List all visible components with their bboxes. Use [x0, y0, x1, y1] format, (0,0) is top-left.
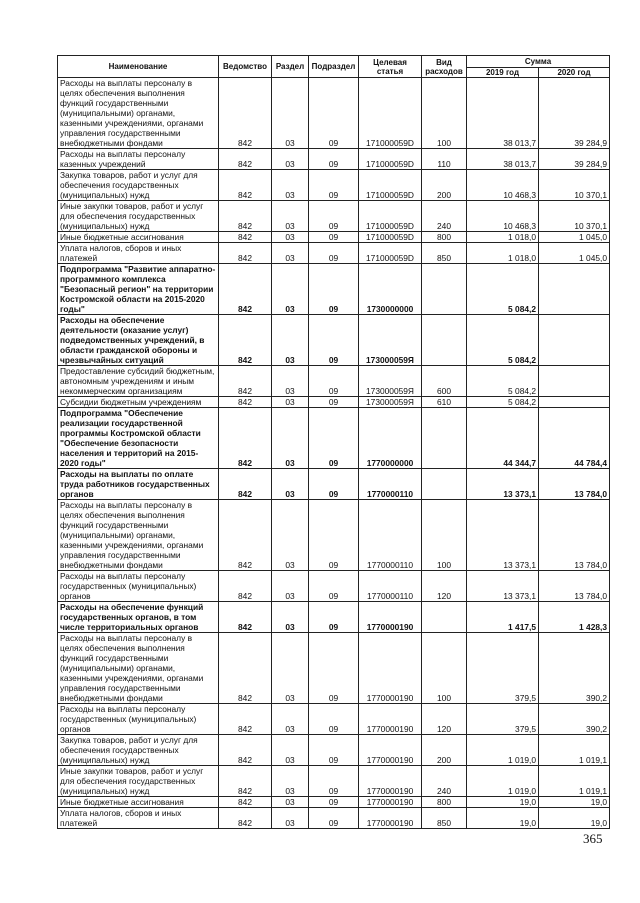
table-row: [58, 602, 610, 633]
cell-subsection: 09: [309, 808, 359, 829]
cell-subsection: 09: [309, 469, 359, 500]
page-number: 365: [583, 831, 603, 846]
cell-type: 600: [422, 366, 467, 397]
cell-section: 03: [272, 704, 309, 735]
table-row: [58, 232, 610, 243]
cell-y2019: 10 468,3: [467, 201, 539, 232]
cell-y2019: 5 084,2: [467, 397, 539, 408]
cell-type: 200: [422, 170, 467, 201]
cell-section: 03: [272, 170, 309, 201]
cell-dept: 842: [219, 766, 272, 797]
cell-article: 1770000110: [359, 571, 422, 602]
cell-section: 03: [272, 315, 309, 366]
cell-article: 171000059D: [359, 78, 422, 149]
cell-name: Уплата налогов, сборов и иных платежей: [58, 808, 219, 829]
cell-name: Иные закупки товаров, работ и услуг для обеспечения государственных (муниципальных) нужд: [58, 201, 219, 232]
cell-subsection: 09: [309, 149, 359, 170]
cell-y2019: 5 084,2: [467, 264, 539, 315]
cell-subsection: 09: [309, 633, 359, 704]
cell-section: 03: [272, 201, 309, 232]
cell-dept: 842: [219, 366, 272, 397]
cell-subsection: 09: [309, 397, 359, 408]
cell-y2020: 1 428,3: [539, 602, 610, 633]
cell-type: 240: [422, 766, 467, 797]
cell-dept: 842: [219, 571, 272, 602]
table-row: [58, 797, 610, 808]
cell-type: 200: [422, 735, 467, 766]
cell-type: 850: [422, 808, 467, 829]
cell-name: Расходы на выплаты персоналу государственных (муниципальных) органов: [58, 704, 219, 735]
cell-y2019: 44 344,7: [467, 408, 539, 469]
cell-article: 171000059D: [359, 170, 422, 201]
table-row: [58, 264, 610, 315]
cell-section: 03: [272, 500, 309, 571]
cell-dept: 842: [219, 633, 272, 704]
cell-type: 100: [422, 500, 467, 571]
cell-name: Расходы на выплаты по оплате труда работников государственных органов: [58, 469, 219, 500]
cell-y2020: [539, 264, 610, 315]
cell-article: 1770000110: [359, 500, 422, 571]
cell-subsection: 09: [309, 571, 359, 602]
table-row: [58, 201, 610, 232]
cell-y2020: 39 284,9: [539, 149, 610, 170]
cell-subsection: 09: [309, 408, 359, 469]
table-row: [58, 149, 610, 170]
header-section: Раздел: [272, 56, 309, 78]
table-row: [58, 469, 610, 500]
cell-article: 1730000000: [359, 264, 422, 315]
cell-name: Подпрограмма "Обеспечение реализации государственной программы Костромской области "Обеспечение безопасности населения и территорий на 2015-2020 годы": [58, 408, 219, 469]
cell-dept: 842: [219, 201, 272, 232]
cell-section: 03: [272, 149, 309, 170]
cell-y2019: 1 417,5: [467, 602, 539, 633]
cell-y2020: 1 045,0: [539, 243, 610, 264]
cell-subsection: 09: [309, 704, 359, 735]
cell-article: 1770000190: [359, 735, 422, 766]
cell-y2019: 19,0: [467, 808, 539, 829]
cell-article: 171000059D: [359, 201, 422, 232]
cell-dept: 842: [219, 264, 272, 315]
cell-type: 120: [422, 704, 467, 735]
cell-subsection: 09: [309, 500, 359, 571]
cell-subsection: 09: [309, 366, 359, 397]
cell-section: 03: [272, 397, 309, 408]
table-row: [58, 78, 610, 149]
cell-name: Иные бюджетные ассигнования: [58, 797, 219, 808]
cell-dept: 842: [219, 735, 272, 766]
cell-subsection: 09: [309, 602, 359, 633]
cell-section: 03: [272, 571, 309, 602]
table-row: [58, 243, 610, 264]
cell-dept: 842: [219, 704, 272, 735]
cell-y2020: [539, 397, 610, 408]
cell-name: Расходы на выплаты персоналу в целях обеспечения выполнения функций государственными (муниципальными) органами, казенными учреждениями, органами управления государственными внебюджетными фондами: [58, 500, 219, 571]
cell-y2020: 1 019,1: [539, 766, 610, 797]
cell-subsection: 09: [309, 766, 359, 797]
header-expense-type: Вид расходов: [422, 56, 467, 78]
cell-name: Расходы на выплаты персоналу казенных учреждений: [58, 149, 219, 170]
cell-y2019: 5 084,2: [467, 315, 539, 366]
cell-article: 1770000190: [359, 797, 422, 808]
header-department: Ведомство: [219, 56, 272, 78]
cell-section: 03: [272, 735, 309, 766]
cell-dept: 842: [219, 602, 272, 633]
cell-type: 120: [422, 571, 467, 602]
cell-section: 03: [272, 232, 309, 243]
table-row: [58, 808, 610, 829]
cell-y2019: 1 019,0: [467, 766, 539, 797]
cell-y2019: 13 373,1: [467, 469, 539, 500]
cell-article: 171000059D: [359, 232, 422, 243]
cell-subsection: 09: [309, 232, 359, 243]
header-year-2020: 2020 год: [539, 68, 610, 78]
cell-type: 800: [422, 797, 467, 808]
cell-subsection: 09: [309, 264, 359, 315]
cell-y2019: 13 373,1: [467, 571, 539, 602]
cell-y2019: 13 373,1: [467, 500, 539, 571]
cell-article: 1770000190: [359, 766, 422, 797]
cell-type: [422, 602, 467, 633]
cell-section: 03: [272, 408, 309, 469]
cell-article: 1770000190: [359, 633, 422, 704]
cell-name: Расходы на выплаты персоналу в целях обеспечения выполнения функций государственными (муниципальными) органами, казенными учреждениями, органами управления государственными внебюджетными фондами: [58, 78, 219, 149]
cell-y2020: 13 784,0: [539, 571, 610, 602]
cell-name: Расходы на обеспечение функций государственных органов, в том числе территориальных органов: [58, 602, 219, 633]
cell-dept: 842: [219, 232, 272, 243]
cell-section: 03: [272, 766, 309, 797]
cell-section: 03: [272, 264, 309, 315]
table-row: [58, 366, 610, 397]
cell-dept: 842: [219, 78, 272, 149]
cell-name: Расходы на выплаты персоналу государственных (муниципальных) органов: [58, 571, 219, 602]
cell-subsection: 09: [309, 170, 359, 201]
cell-section: 03: [272, 78, 309, 149]
cell-name: Уплата налогов, сборов и иных платежей: [58, 243, 219, 264]
cell-type: 850: [422, 243, 467, 264]
cell-subsection: 09: [309, 797, 359, 808]
cell-section: 03: [272, 808, 309, 829]
cell-name: Расходы на выплаты персоналу в целях обеспечения выполнения функций государственными (муниципальными) органами, казенными учреждениями, органами управления государственными внебюджетными фондами: [58, 633, 219, 704]
cell-dept: 842: [219, 408, 272, 469]
table-row: [58, 315, 610, 366]
table-row: [58, 408, 610, 469]
cell-y2020: 10 370,1: [539, 201, 610, 232]
cell-y2019: 5 084,2: [467, 366, 539, 397]
cell-y2019: 38 013,7: [467, 149, 539, 170]
cell-section: 03: [272, 469, 309, 500]
cell-article: 173000059Я: [359, 315, 422, 366]
cell-section: 03: [272, 366, 309, 397]
cell-type: 800: [422, 232, 467, 243]
cell-name: Подпрограмма "Развитие аппаратно-программного комплекса "Безопасный регион" на территории Костромской области на 2015-2020 годы": [58, 264, 219, 315]
cell-type: [422, 315, 467, 366]
cell-y2020: 10 370,1: [539, 170, 610, 201]
cell-y2020: 39 284,9: [539, 78, 610, 149]
cell-section: 03: [272, 633, 309, 704]
cell-dept: 842: [219, 170, 272, 201]
cell-y2020: 13 784,0: [539, 500, 610, 571]
cell-subsection: 09: [309, 315, 359, 366]
cell-y2020: 19,0: [539, 808, 610, 829]
table-row: [58, 633, 610, 704]
header-year-2019: 2019 год: [467, 68, 539, 78]
header-subsection: Подраздел: [309, 56, 359, 78]
cell-subsection: 09: [309, 735, 359, 766]
cell-type: 110: [422, 149, 467, 170]
table-row: [58, 735, 610, 766]
cell-y2020: 390,2: [539, 704, 610, 735]
cell-article: 171000059D: [359, 149, 422, 170]
cell-article: 1770000190: [359, 808, 422, 829]
cell-subsection: 09: [309, 201, 359, 232]
cell-y2019: 19,0: [467, 797, 539, 808]
cell-y2019: 1 018,0: [467, 243, 539, 264]
cell-y2020: [539, 315, 610, 366]
cell-dept: 842: [219, 315, 272, 366]
cell-name: Закупка товаров, работ и услуг для обеспечения государственных (муниципальных) нужд: [58, 170, 219, 201]
cell-article: 1770000190: [359, 602, 422, 633]
cell-section: 03: [272, 602, 309, 633]
header-amount: Сумма: [467, 56, 610, 68]
table-body: [58, 78, 610, 829]
cell-article: 173000059Я: [359, 366, 422, 397]
cell-article: 1770000000: [359, 408, 422, 469]
cell-dept: 842: [219, 149, 272, 170]
cell-name: Иные бюджетные ассигнования: [58, 232, 219, 243]
cell-y2020: 13 784,0: [539, 469, 610, 500]
cell-y2019: 1 019,0: [467, 735, 539, 766]
cell-y2019: 379,5: [467, 704, 539, 735]
cell-name: Иные закупки товаров, работ и услуг для обеспечения государственных (муниципальных) нужд: [58, 766, 219, 797]
header-name: Наименование: [58, 56, 219, 78]
cell-name: Субсидии бюджетным учреждениям: [58, 397, 219, 408]
cell-type: 100: [422, 633, 467, 704]
table-row: [58, 170, 610, 201]
cell-type: 100: [422, 78, 467, 149]
cell-type: 610: [422, 397, 467, 408]
header-target-article: Целевая статья: [359, 56, 422, 78]
table-row: [58, 500, 610, 571]
table-row: [58, 571, 610, 602]
table-row: [58, 704, 610, 735]
table-header: [58, 56, 610, 78]
cell-y2020: 1 045,0: [539, 232, 610, 243]
cell-article: 173000059Я: [359, 397, 422, 408]
cell-type: [422, 408, 467, 469]
cell-y2020: 19,0: [539, 797, 610, 808]
cell-dept: 842: [219, 397, 272, 408]
cell-subsection: 09: [309, 243, 359, 264]
cell-dept: 842: [219, 469, 272, 500]
cell-y2019: 379,5: [467, 633, 539, 704]
cell-article: 1770000110: [359, 469, 422, 500]
cell-article: 1770000190: [359, 704, 422, 735]
cell-type: [422, 264, 467, 315]
cell-dept: 842: [219, 808, 272, 829]
cell-y2020: 1 019,1: [539, 735, 610, 766]
cell-section: 03: [272, 797, 309, 808]
cell-dept: 842: [219, 797, 272, 808]
cell-name: Расходы на обеспечение деятельности (оказание услуг) подведомственных учреждений, в области гражданской обороны и чрезвычайных ситуаций: [58, 315, 219, 366]
table-row: [58, 397, 610, 408]
cell-y2019: 10 468,3: [467, 170, 539, 201]
cell-section: 03: [272, 243, 309, 264]
table-row: [58, 766, 610, 797]
cell-article: 171000059D: [359, 243, 422, 264]
cell-dept: 842: [219, 243, 272, 264]
budget-table: [57, 55, 610, 829]
cell-name: Предоставление субсидий бюджетным, автономным учреждениям и иным некоммерческим организациям: [58, 366, 219, 397]
cell-y2019: 38 013,7: [467, 78, 539, 149]
cell-dept: 842: [219, 500, 272, 571]
cell-subsection: 09: [309, 78, 359, 149]
cell-y2020: 390,2: [539, 633, 610, 704]
cell-name: Закупка товаров, работ и услуг для обеспечения государственных (муниципальных) нужд: [58, 735, 219, 766]
cell-type: 240: [422, 201, 467, 232]
cell-y2019: 1 018,0: [467, 232, 539, 243]
cell-y2020: [539, 366, 610, 397]
cell-type: [422, 469, 467, 500]
cell-y2020: 44 784,4: [539, 408, 610, 469]
